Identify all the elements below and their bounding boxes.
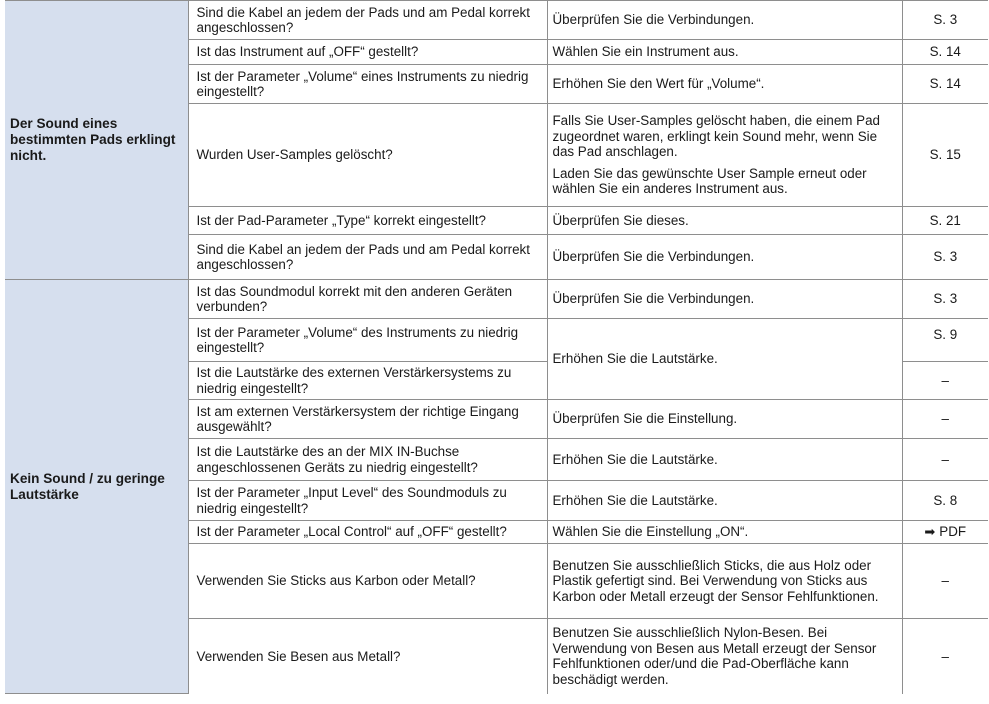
question-cell: Ist das Soundmodul korrekt mit den anderen Geräten verbunden? [188, 280, 547, 319]
answer-cell: Erhöhen Sie die Lautstärke. [547, 481, 902, 521]
reference-cell: – [902, 544, 988, 619]
reference-cell: – [902, 619, 988, 694]
category-cell: Kein Sound / zu geringe Lautstärke [5, 280, 188, 694]
reference-cell: S. 15 [902, 104, 988, 207]
answer-cell: Überprüfen Sie die Verbindungen. [547, 235, 902, 280]
table-row [5, 280, 988, 319]
question-cell: Ist der Parameter „Volume“ des Instruments zu niedrig eingestellt? [188, 319, 547, 362]
question-cell: Ist der Parameter „Volume“ eines Instruments zu niedrig eingestellt? [188, 65, 547, 104]
reference-cell: – [902, 400, 988, 439]
reference-cell: S. 9 [902, 319, 988, 362]
question-cell: Ist am externen Verstärkersystem der richtige Eingang ausgewählt? [188, 400, 547, 439]
answer-cell: Überprüfen Sie die Einstellung. [547, 400, 902, 439]
answer-cell [547, 104, 902, 207]
reference-cell: S. 8 [902, 481, 988, 521]
troubleshooting-table [5, 0, 988, 694]
question-cell: Verwenden Sie Sticks aus Karbon oder Metall? [188, 544, 547, 619]
question-cell: Ist der Parameter „Input Level“ des Soundmoduls zu niedrig eingestellt? [188, 481, 547, 521]
answer-cell: Benutzen Sie ausschließlich Nylon-Besen. Bei Verwendung von Besen aus Metall erzeugt der Sensor Fehlfunktionen oder/und die Pad-Oberfläche kann beschädigt werden. [547, 619, 902, 694]
question-cell: Sind die Kabel an jedem der Pads und am Pedal korrekt angeschlossen? [188, 235, 547, 280]
question-cell: Ist die Lautstärke des externen Verstärkersystems zu niedrig eingestellt? [188, 362, 547, 400]
question-cell: Ist der Parameter „Local Control“ auf „OFF“ gestellt? [188, 521, 547, 544]
answer-cell: Wählen Sie ein Instrument aus. [547, 40, 902, 65]
answer-cell: Erhöhen Sie den Wert für „Volume“. [547, 65, 902, 104]
answer-cell: Überprüfen Sie die Verbindungen. [547, 1, 902, 40]
question-cell: Verwenden Sie Besen aus Metall? [188, 619, 547, 694]
question-cell: Ist die Lautstärke des an der MIX IN-Buchse angeschlossenen Geräts zu niedrig eingestellt? [188, 439, 547, 481]
reference-cell: S. 3 [902, 1, 988, 40]
category-cell: Der Sound eines bestimmten Pads erklingt nicht. [5, 1, 188, 280]
answer-cell: Erhöhen Sie die Lautstärke. [547, 319, 902, 400]
right-arrow-icon: ➡ [924, 524, 936, 540]
answer-cell: Erhöhen Sie die Lautstärke. [547, 439, 902, 481]
reference-cell: S. 3 [902, 280, 988, 319]
reference-cell: S. 14 [902, 65, 988, 104]
reference-cell: – [902, 362, 988, 400]
reference-cell[interactable] [902, 521, 988, 544]
reference-cell: S. 3 [902, 235, 988, 280]
question-cell: Ist das Instrument auf „OFF“ gestellt? [188, 40, 547, 65]
question-cell: Wurden User-Samples gelöscht? [188, 104, 547, 207]
answer-paragraph: Falls Sie User-Samples gelöscht haben, die einem Pad zugeordnet waren, erklingt kein Sound mehr, wenn Sie das Pad anschlagen. [552, 113, 880, 160]
pdf-link[interactable]: PDF [939, 524, 967, 540]
table-row [5, 1, 988, 40]
reference-cell: S. 14 [902, 40, 988, 65]
question-cell: Sind die Kabel an jedem der Pads und am Pedal korrekt angeschlossen? [188, 1, 547, 40]
answer-cell: Benutzen Sie ausschließlich Sticks, die aus Holz oder Plastik gefertigt sind. Bei Verwendung von Sticks aus Karbon oder Metall erzeugt der Sensor Fehlfunktionen. [547, 544, 902, 619]
question-cell: Ist der Pad-Parameter „Type“ korrekt eingestellt? [188, 207, 547, 235]
answer-cell: Überprüfen Sie dieses. [547, 207, 902, 235]
answer-cell: Wählen Sie die Einstellung „ON“. [547, 521, 902, 544]
reference-cell: S. 21 [902, 207, 988, 235]
reference-cell: – [902, 439, 988, 481]
answer-paragraph: Laden Sie das gewünschte User Sample erneut oder wählen Sie ein anderes Instrument aus. [552, 165, 867, 197]
answer-cell: Überprüfen Sie die Verbindungen. [547, 280, 902, 319]
